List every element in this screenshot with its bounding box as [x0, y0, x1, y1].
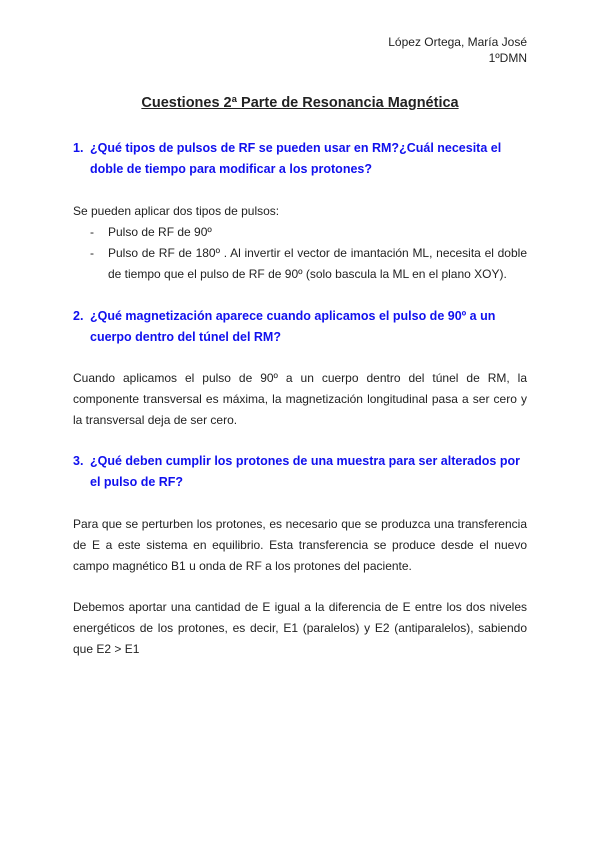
question-text: ¿Qué deben cumplir los protones de una muestra para ser alterados por el pulso de RF?: [90, 454, 520, 489]
bullet-dash: -: [90, 246, 94, 260]
question-3: [73, 451, 527, 493]
bullet-dash: -: [90, 225, 94, 239]
author-name: López Ortega, María José: [388, 35, 527, 49]
question-2: [73, 306, 527, 348]
course-label: 1ºDMN: [488, 51, 527, 65]
question-number: 2.: [73, 309, 84, 323]
answer-3-paragraph-2: Debemos aportar una cantidad de E igual a la diferencia de E entre los dos niveles energéticos de los protones, es decir, E1 (paralelos) y E2 (antiparalelos), sabiendo que E2 > E1: [73, 600, 527, 656]
answer-1-intro: Se pueden aplicar dos tipos de pulsos:: [73, 204, 280, 218]
list-item-text: Pulso de RF de 90º: [108, 225, 212, 239]
answer-3-paragraph-1: Para que se perturben los protones, es necesario que se produzca una transferencia de E a este sistema en equilibrio. Esta transferencia se produce desde el nuevo campo magnético B1 u onda de RF a los protones del paciente.: [73, 517, 527, 573]
question-number: 3.: [73, 454, 84, 468]
list-item-text: Pulso de RF de 180º . Al invertir el vector de imantación ML, necesita el doble de tiempo que el pulso de RF de 90º (solo bascula la ML en el plano XOY).: [108, 246, 527, 281]
question-1: [73, 138, 527, 180]
list-item: [90, 243, 527, 285]
question-number: 1.: [73, 141, 84, 155]
list-item: [90, 222, 527, 243]
question-text: ¿Qué tipos de pulsos de RF se pueden usar en RM?¿Cuál necesita el doble de tiempo para modificar a los protones?: [90, 141, 502, 176]
question-text: ¿Qué magnetización aparece cuando aplicamos el pulso de 90º a un cuerpo dentro del túnel del RM?: [90, 309, 496, 344]
answer-2: Cuando aplicamos el pulso de 90º a un cuerpo dentro del túnel de RM, la componente transversal es máxima, la magnetización longitudinal pasa a ser cero y la transversal deja de ser cero.: [73, 371, 527, 427]
page-title: Cuestiones 2ª Parte de Resonancia Magnética: [141, 95, 459, 111]
